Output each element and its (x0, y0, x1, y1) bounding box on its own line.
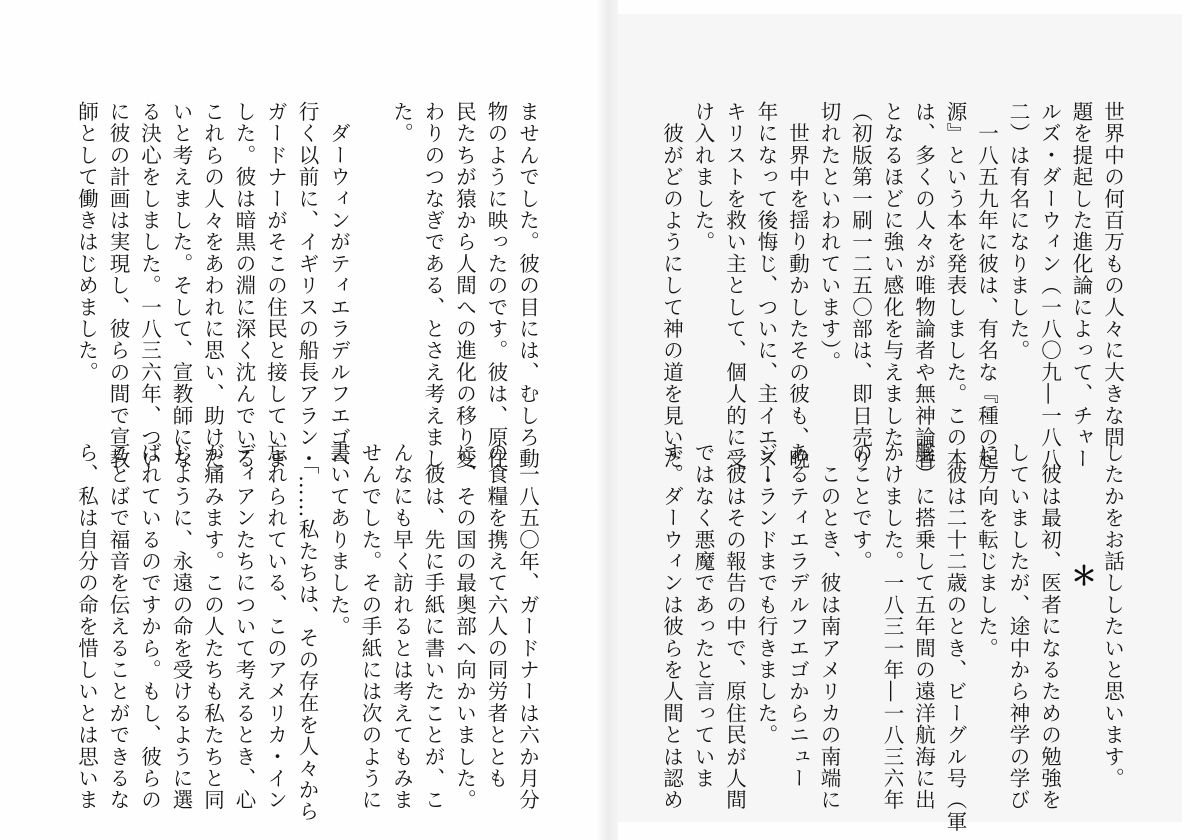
left-page-bottom-text: 一八五〇年、ガードナーは六か月分 の食糧を携えて六人の同労者ととも に、その国の最奥部へ向かいました。 彼は、先に手紙に書いたことが、こ んなにも早く訪れるとは考えてもみま せんでした。その手紙には次のように 書いてありました。 「……私たちは、その存在を人々から 忘れられている、このアメリカ・イン ディアンたちについて考えるとき、心 が痛みます。この人たちも私たちと同 じように、永遠の命を受けるように選 ばれているのですから。もし、彼らの ことばで福音を伝えることができるな ら、私は自分の命を惜しいとは思いま (74, 442, 540, 823)
page-gutter (596, 0, 618, 840)
right-page-bottom-text: したかをお話ししたいと思います。 彼は最初、医者になるための勉強を していましたが、途中から神学の学び に方向を転じました。 彼は二十二歳のとき、ビーグル号（軍 艦）に搭乗して五年間の遠洋航海に出 かけました。一八三一年―一八三六年 のことです。 このとき、彼は南アメリカの南端に あるティエラデルフエゴからニュー ジーランドまでも行きました。 彼はその報告の中で、原住民が人間 ではなく悪魔であったと言っていま す。ダーウィンは彼らを人間とは認め (659, 442, 1125, 833)
right-page-top-text: 世界中の何百万もの人々に大きな問 題を提起した進化論によって、チャー ルズ・ダーウィン（一八〇九―一八八 二）は有名になりました。 一八五九年に彼は、有名な『種の起 源』という本を発表しました。この本 は、多くの人々が唯物論者や無神論者 となるほどに強い感化を与えました （初版第一刷一二五〇部は、即日売り 切れたといわれています）。 世界中を揺り動かしたその彼も、晩 年になって後悔じ、ついに、主イエス・ キリストを救い主として、個人的に受 け入れました。 彼がどのようにして神の道を見いだ (659, 101, 1125, 492)
left-page-top-text: ませんでした。彼の目には、むしろ動 物のように映ったのです。彼は、原住 民たちが猿から人間への進化の移り変 わりのつなぎである、とさえ考えまし た。 ダーウィンがティエラデルフエゴへ 行く以前に、イギリスの船長アラン・ ガードナーがそこの住民と接していま した。彼は暗黒の淵に深く沈んでいる これらの人々をあわれに思い、助けた いと考えました。そして、宣教師にな る決心をしました。一八三六年、つい に彼の計画は実現し、彼らの間で宣教 師として働きはじめました。 (74, 101, 540, 470)
section-break-asterisk: ＊ (1071, 562, 1098, 592)
